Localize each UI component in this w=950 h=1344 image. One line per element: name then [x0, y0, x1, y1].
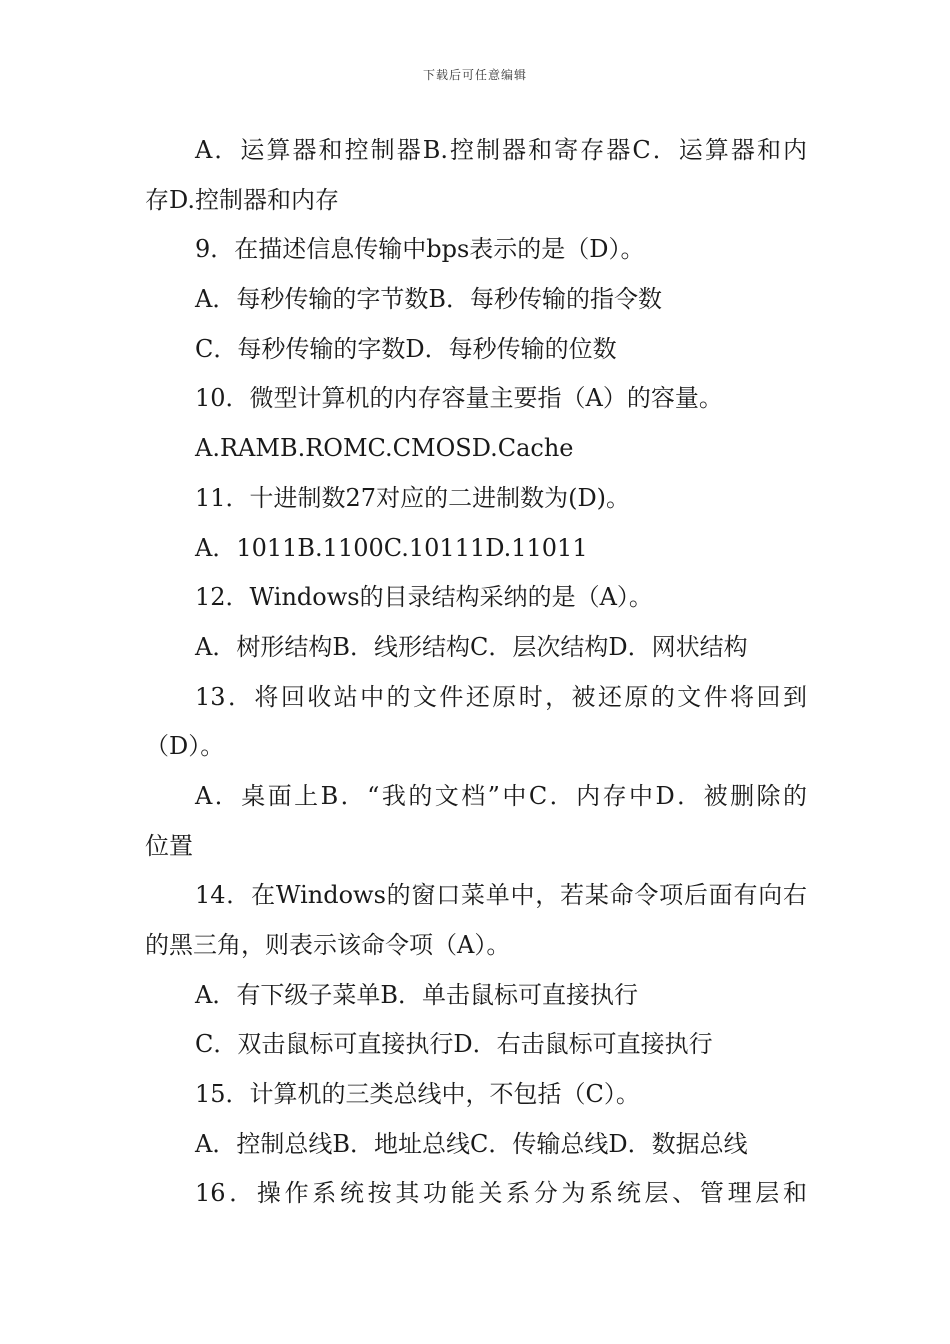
text-line: A．有下级子菜单B．单击鼠标可直接执行	[195, 980, 638, 1009]
question-13: 13．将回收站中的文件还原时，被还原的文件将回到	[195, 682, 807, 711]
text-line: （D）。	[145, 732, 225, 761]
question-14: 14．在Windows的窗口菜单中，若某命令项后面有向右	[195, 881, 807, 910]
question-10: 10．微型计算机的内存容量主要指（A）的容量。	[195, 384, 723, 413]
text-line: C．双击鼠标可直接执行D．右击鼠标可直接执行	[195, 1030, 713, 1059]
text-line: 存D.控制器和内存	[145, 185, 340, 214]
page-header: 下载后可任意编辑	[422, 68, 527, 82]
question-11: 11．十进制数27对应的二进制数为(D)。	[195, 483, 631, 512]
text-line: A.RAMB.ROMC.CMOSD.Cache	[195, 434, 574, 463]
text-line: 的黑三角，则表示该命令项（A）。	[145, 931, 511, 959]
question-12: 12．Windows的目录结构采纳的是（A）。	[195, 583, 653, 612]
question-15: 15．计算机的三类总线中，不包括（C）。	[195, 1080, 640, 1109]
text-line: A．桌面上B．“我的文档”中C．内存中D．被删除的	[195, 781, 807, 810]
text-line: C．每秒传输的字数D．每秒传输的位数	[195, 334, 617, 363]
question-9: 9．在描述信息传输中bps表示的是（D）。	[195, 235, 645, 264]
text-line: A．每秒传输的字节数B．每秒传输的指令数	[195, 285, 662, 314]
question-16: 16．操作系统按其功能关系分为系统层、管理层和	[195, 1179, 807, 1208]
text-line: A．运算器和控制器B.控制器和寄存器C．运算器和内	[195, 136, 807, 164]
text-line: A．1011B.1100C.10111D.11011	[195, 533, 588, 562]
document-body	[145, 126, 807, 1219]
text-line: A．控制总线B．地址总线C．传输总线D．数据总线	[195, 1129, 748, 1158]
text-line: A．树形结构B．线形结构C．层次结构D．网状结构	[195, 632, 748, 661]
text-line: 位置	[145, 831, 193, 860]
